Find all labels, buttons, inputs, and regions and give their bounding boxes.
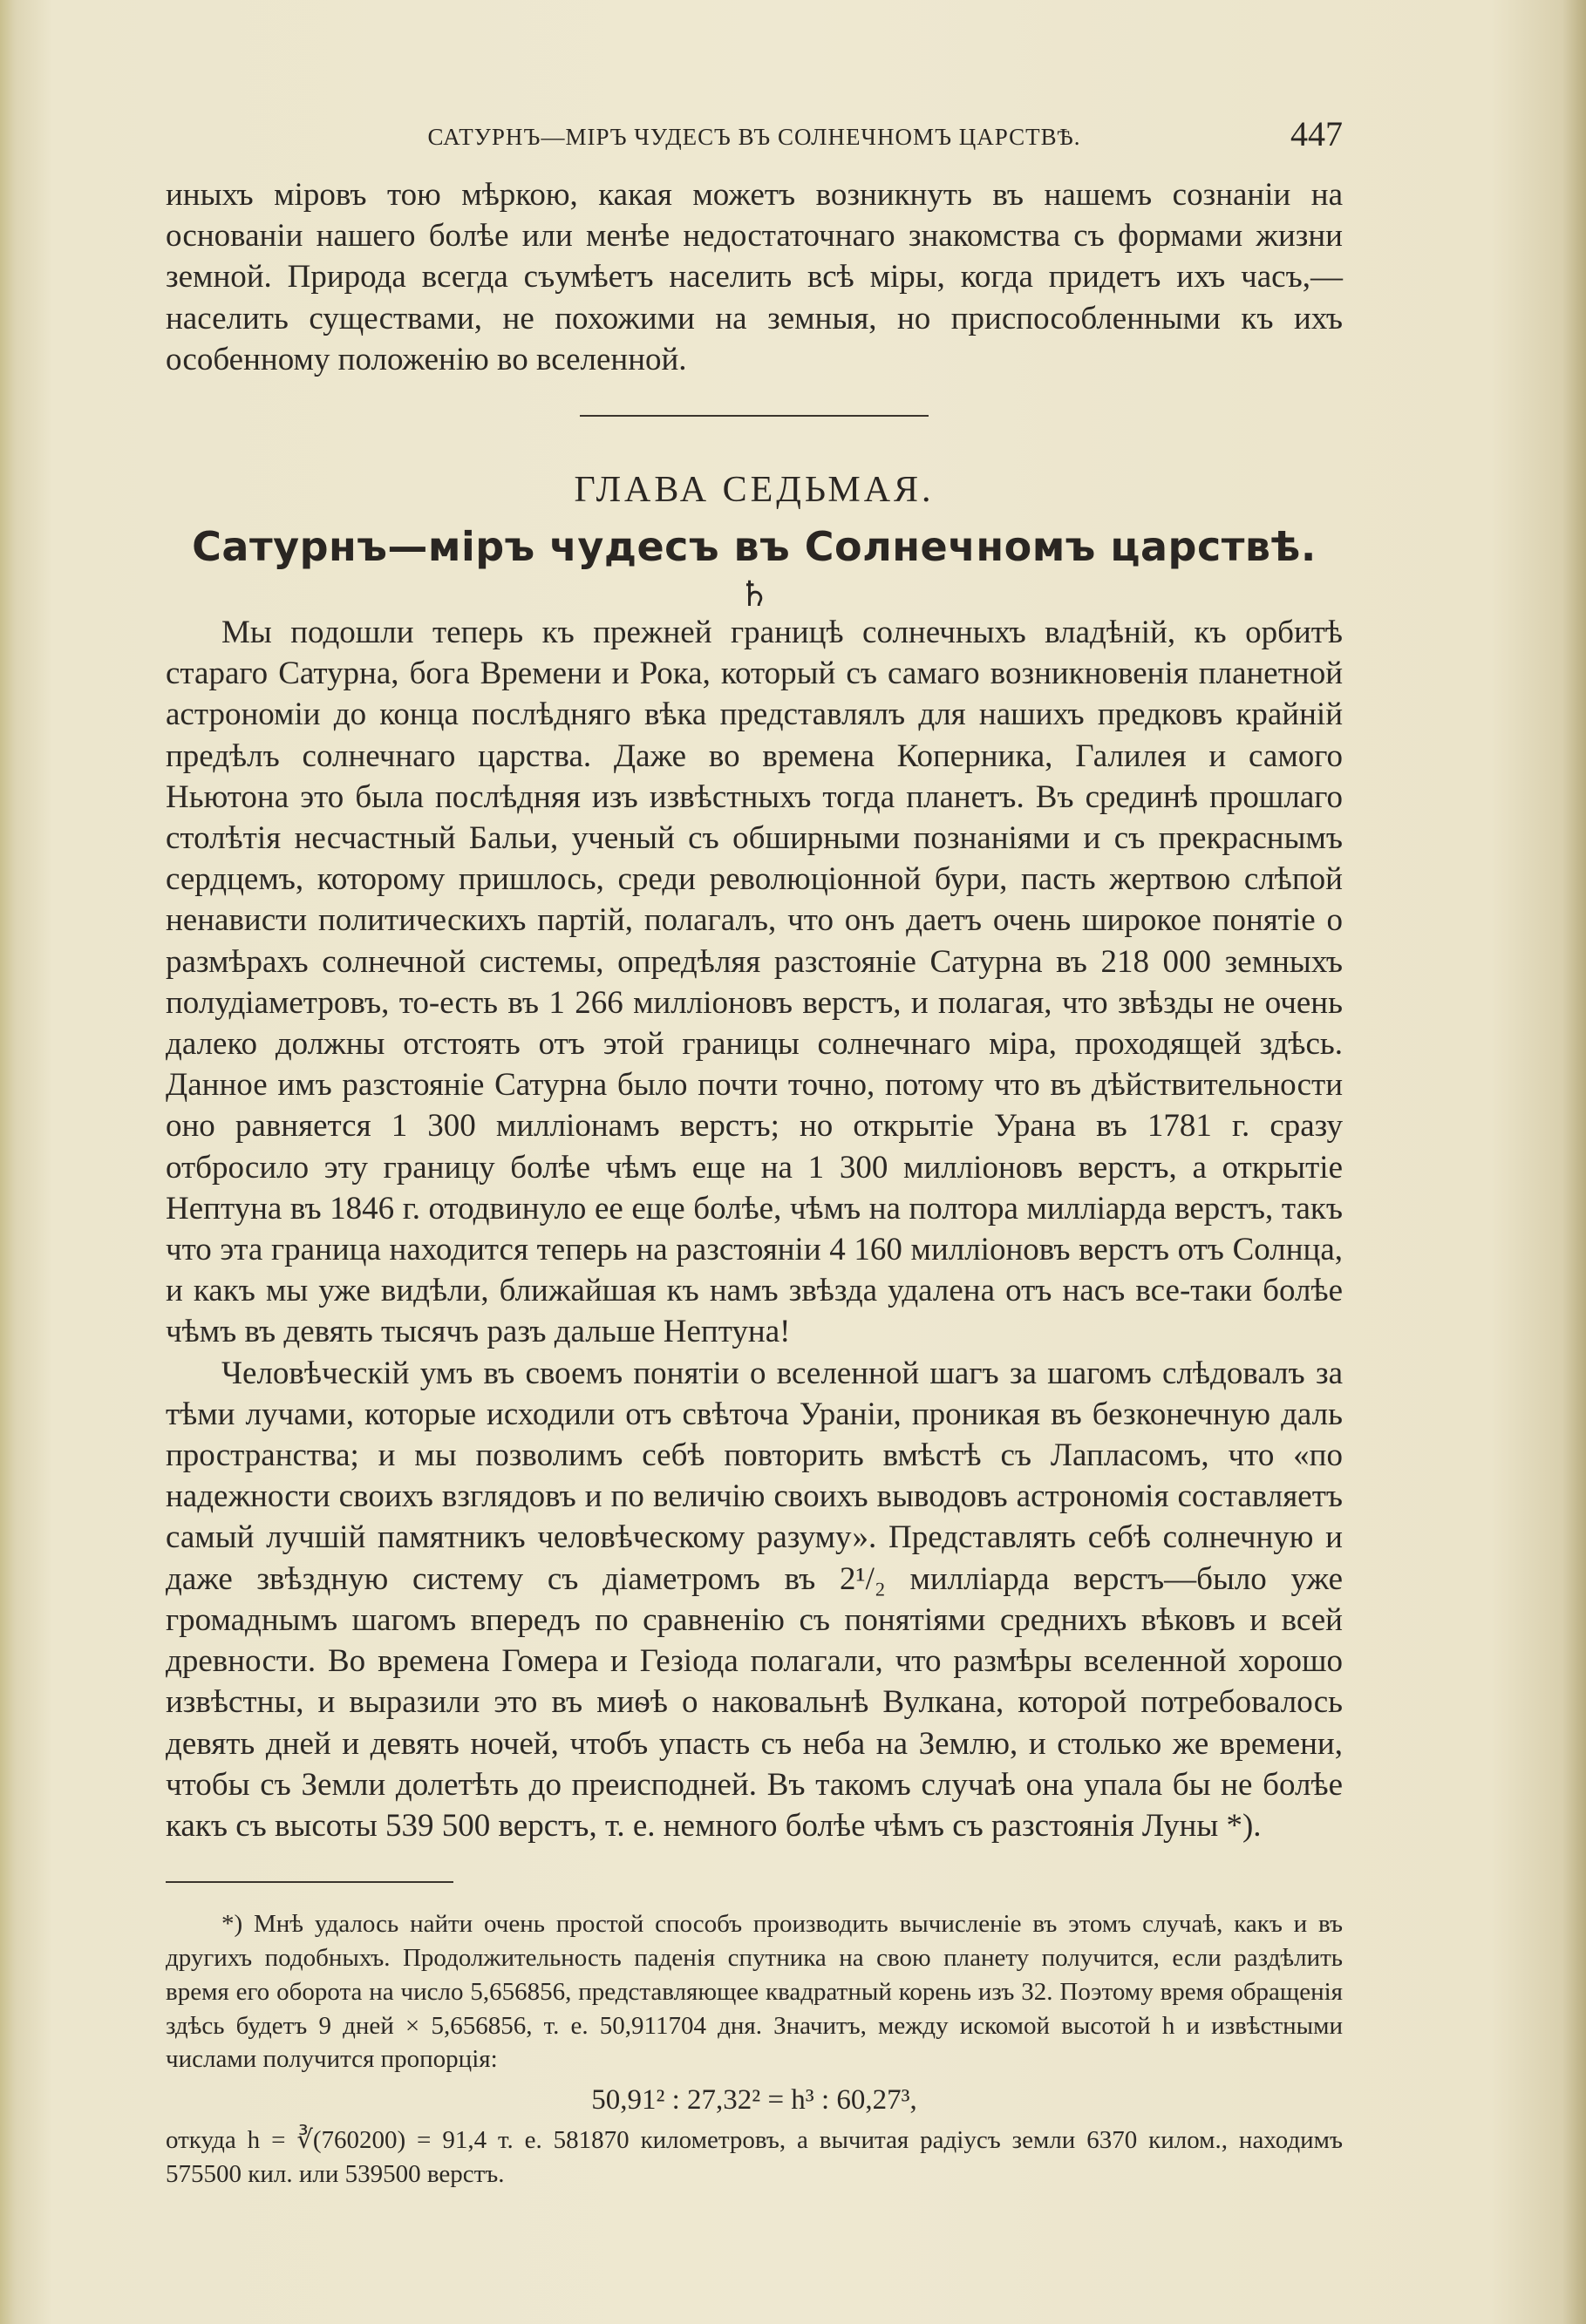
footnote [166, 1907, 1343, 2191]
page-number: 447 [1290, 114, 1343, 153]
running-head-title: САТУРНЪ—МІРЪ ЧУДЕСЪ ВЪ СОЛНЕЧНОМЪ ЦАРСТВѢ. [427, 124, 1081, 150]
footnote-text: *) Мнѣ удалось найти очень простой способъ производить вычисленіе въ этомъ случаѣ, какъ и въ другихъ подобныхъ. Продолжительность паденія спутника на свою планету получится, если раздѣлить время его оборота на число 5,656856, представляющее квадратный корень изъ 32. Поэтому время обращенія здѣсь будетъ 9 дней × 5,656856, т. е. 50,911704 дня. Значитъ, между искомой высотой h и извѣстными числами получится пропорція: [166, 1910, 1343, 2074]
footnote-formula: 50,91² : 27,32² = h³ : 60,27³, [591, 2084, 917, 2117]
paragraph-2: Человѣческій умъ въ своемъ понятіи о вселенной шагъ за шагомъ слѣдовалъ за тѣми лучами, которые исходили отъ свѣточа Ураніи, проникая въ безконечную даль пространства; и мы позволимъ себѣ повторить вмѣстѣ съ Лапласомъ, что «по надежности своихъ взглядовъ и по величію своихъ выводовъ астрономія составляетъ самый лучшій памятникъ человѣческому разуму». Представлять себѣ солнечную и даже звѣздную систему съ діаметромъ въ 2¹/₂ милліарда верстъ—было уже громаднымъ шагомъ впередъ по сравненію съ понятіями среднихъ вѣковъ и всей древности. Во времена Гомера и Гезіода полагали, что размѣры вселенной хорошо извѣстны, и выразили это въ миѳѣ о наковальнѣ Вулкана, которой потребовалось девять дней и девять ночей, чтобъ упасть съ неба на Землю, и столько же времени, чтобы съ Земли долетѣть до преисподней. Въ такомъ случаѣ она упала бы не болѣе какъ съ высоты 539 500 верстъ, т. е. немного болѣе чѣмъ съ разстоянія Луны *). [166, 1355, 1343, 1844]
page-content [166, 105, 1343, 2191]
footnote-conclusion: откуда h = ∛(760200) = 91,4 т. е. 581870 километровъ, а вычитая радіусъ земли 6370 килом., находимъ 575500 кил. или 539500 верстъ. [166, 2126, 1343, 2188]
paragraph-1: Мы подошли теперь къ прежней границѣ солнечныхъ владѣній, къ орбитѣ стараго Сатурна, бога Времени и Рока, который съ самаго возникновенія планетной астрономіи до конца послѣдняго вѣка представлялъ для нашихъ предковъ крайній предѣлъ солнечнаго царства. Даже во времена Коперника, Галилея и самого Ньютона это была послѣдняя изъ извѣстныхъ тогда планетъ. Въ срединѣ прошлаго столѣтія несчастный Бальи, ученый съ обширными познаніями и съ прекраснымъ сердцемъ, которому пришлось, среди революціонной бури, пасть жертвою слѣпой ненависти политическихъ партій, полагалъ, что онъ даетъ очень широкое понятіе о размѣрахъ солнечной системы, опредѣляя разстояніе Сатурна въ 218 000 земныхъ полудіаметровъ, то-есть въ 1 266 милліоновъ верстъ, и полагая, что звѣзды не очень далеко должны отстоять отъ этой границы солнечнаго міра, проходящей здѣсь. Данное имъ разстояніе Сатурна было почти точно, потому что въ дѣйствительности оно равняется 1 300 милліонамъ верстъ; но открытіе Урана въ 1781 г. сразу отбросило эту границу болѣе чѣмъ еще на 1 300 милліоновъ верстъ, а открытіе Нептуна въ 1846 г. отодвинуло ее еще болѣе, чѣмъ на полтора милліарда верстъ, такъ что эта граница находится теперь на разстояніи 4 160 милліоновъ верстъ отъ Солнца, и какъ мы уже видѣли, ближайшая къ намъ звѣзда удалена отъ насъ все-таки болѣе чѣмъ въ девять тысячъ разъ дальше Нептуна! [166, 615, 1343, 1350]
saturn-symbol-icon: ♄ [739, 574, 770, 615]
section-divider [580, 415, 929, 417]
chapter-label: ГЛАВА СЕДЬМАЯ. [574, 470, 935, 511]
intro-paragraph: иныхъ міровъ тою мѣркою, какая можетъ возникнуть въ нашемъ сознаніи на основаніи нашего болѣе или менѣе недостаточнаго знакомства съ формами жизни земной. Природа всегда съумѣетъ населить всѣ міры, когда придетъ ихъ часъ,—населить существами, не похожими на земныя, но приспособленными къ ихъ особенному положенію во вселенной. [166, 177, 1343, 377]
running-head [166, 105, 1343, 157]
chapter-title: Сатурнъ—міръ чудесъ въ Солнечномъ царствѣ. [192, 523, 1317, 571]
footnote-divider [166, 1881, 453, 1883]
